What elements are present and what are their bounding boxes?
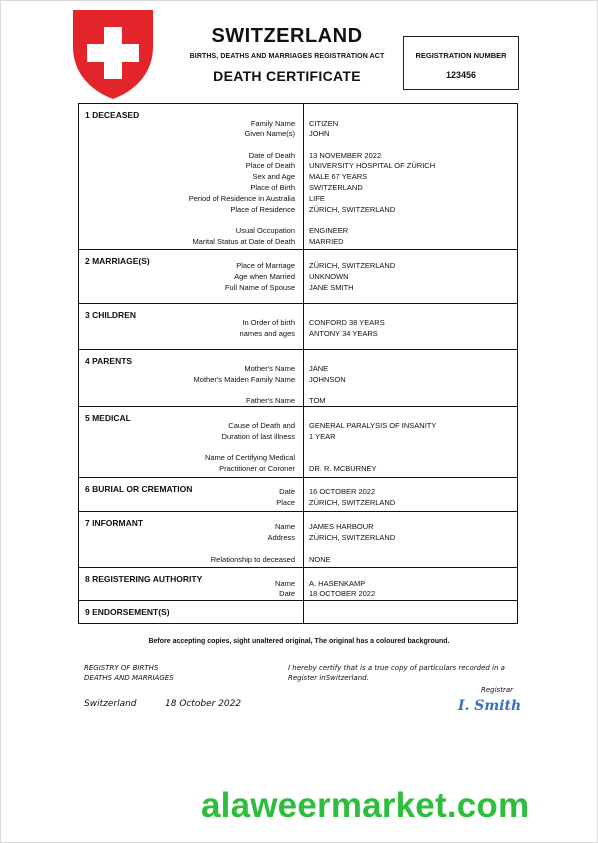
marriage-age-value: UNKNOWN	[309, 272, 349, 281]
marital-status-value: MARRIED	[309, 237, 344, 246]
relationship-value: NONE	[309, 555, 331, 564]
duration-label: Duration of last illness	[221, 432, 295, 441]
section-title: 1 DECEASED	[85, 110, 140, 120]
children-label-line2: names and ages	[239, 329, 295, 338]
notice-text: Before accepting copies, sight unaltered original, The original has a coloured background.	[148, 638, 450, 645]
issue-place: Switzerland	[84, 699, 137, 709]
place-of-death-value: UNIVERSITY HOSPITAL OF ZÜRICH	[309, 161, 436, 170]
section-burial	[79, 478, 517, 512]
section-parents	[79, 350, 517, 407]
father-name-value: TOM	[309, 396, 326, 405]
informant-name-label: Name	[274, 522, 295, 531]
sex-age-label: Sex and Age	[252, 172, 295, 181]
act-title: BIRTHS, DEATHS AND MARRIAGES REGISTRATION ACT	[189, 53, 385, 60]
family-name-value: CITIZEN	[309, 119, 339, 128]
cause-label: Cause of Death and	[228, 421, 295, 430]
children-label-line1: In Order of birth	[242, 318, 295, 327]
section-title: 7 INFORMANT	[85, 518, 144, 528]
section-children	[79, 304, 517, 350]
registration-box	[403, 36, 519, 90]
certification-line1: I hereby certify that is a true copy of particulars recorded in a	[288, 664, 505, 672]
burial-date-value: 16 OCTOBER 2022	[309, 487, 376, 496]
mother-name-label: Mother's Name	[244, 364, 295, 373]
spouse-value: JANE SMITH	[309, 283, 354, 292]
certification-text	[288, 663, 513, 683]
section-title: 4 PARENTS	[85, 356, 133, 366]
section-title: 8 REGISTERING AUTHORITY	[85, 574, 203, 584]
section-title: 3 CHILDREN	[85, 310, 137, 320]
family-name-label: Family Name	[250, 119, 295, 128]
mother-name-value: JANE	[309, 364, 329, 373]
document-title: DEATH CERTIFICATE	[213, 68, 361, 84]
section-authority	[79, 568, 517, 601]
certificate-table	[78, 103, 518, 624]
authority-name-label: Name	[274, 579, 295, 588]
issue-date: 18 October 2022	[165, 699, 242, 709]
column-divider	[303, 104, 304, 623]
certifier-value: DR. R. MCBURNEY	[309, 464, 377, 473]
father-name-label: Father's Name	[246, 396, 295, 405]
section-title: 2 MARRIAGE(S)	[85, 256, 150, 266]
given-names-value: JOHN	[309, 129, 330, 138]
marital-status-label: Marital Status at Date of Death	[192, 237, 295, 246]
marriage-place-value: ZÜRICH, SWITZERLAND	[309, 261, 396, 270]
place-of-residence-label: Place of Residence	[230, 205, 295, 214]
section-title: 9 ENDORSEMENT(S)	[85, 607, 170, 617]
spouse-label: Full Name of Spouse	[224, 283, 295, 292]
informant-address-label: Address	[267, 533, 295, 542]
occupation-value: ENGINEER	[309, 226, 349, 235]
place-of-birth-label: Place of Birth	[250, 183, 295, 192]
section-endorsement	[79, 601, 517, 623]
mother-maiden-value: JOHNSON	[309, 375, 346, 384]
informant-address-value: ZÜRICH, SWITZERLAND	[309, 533, 396, 542]
child-2-value: ANTONY 34 YEARS	[309, 329, 378, 338]
swiss-crest-logo	[69, 7, 157, 101]
registry-office-line1: REGISTRY OF BIRTHS	[84, 664, 159, 672]
watermark-text: alaweermarket.com	[201, 786, 530, 825]
registry-office	[84, 663, 174, 683]
registrar-label: Registrar	[481, 686, 513, 694]
mother-maiden-label: Mother's Maiden Family Name	[193, 375, 295, 384]
date-of-death-value: 13 NOVEMBER 2022	[309, 151, 382, 160]
authority-date-label: Date	[279, 589, 295, 598]
section-title: 5 MEDICAL	[85, 413, 131, 423]
certifier-label-line2: Practitioner or Coroner	[219, 464, 295, 473]
country-title: SWITZERLAND	[211, 25, 363, 47]
certification-line2: Register inSwitzerland.	[288, 674, 369, 682]
burial-place-value: ZÜRICH, SWITZERLAND	[309, 498, 396, 507]
section-title: 6 BURIAL OR CREMATION	[85, 484, 193, 494]
informant-name-value: JAMES HARBOUR	[309, 522, 374, 531]
child-1-value: CONFORD 38 YEARS	[309, 318, 385, 327]
burial-place-label: Place	[276, 498, 295, 507]
place-of-residence-value: ZÜRICH, SWITZERLAND	[309, 205, 396, 214]
residence-period-label: Period of Residence in Australia	[188, 194, 295, 203]
place-of-birth-value: SWITZERLAND	[309, 183, 363, 192]
relationship-label: Relationship to deceased	[210, 555, 295, 564]
marriage-age-label: Age when Married	[234, 272, 295, 281]
burial-date-label: Date	[279, 487, 295, 496]
authority-date-value: 18 OCTOBER 2022	[309, 589, 376, 598]
section-marriage	[79, 250, 517, 304]
registration-number: 123456	[445, 70, 477, 80]
section-deceased	[79, 104, 517, 250]
sex-age-value: MALE 67 YEARS	[309, 172, 368, 181]
section-medical	[79, 407, 517, 478]
registration-label: REGISTRATION NUMBER	[415, 51, 507, 60]
cause-value: GENERAL PARALYSIS OF INSANITY	[309, 421, 437, 430]
duration-value: 1 YEAR	[309, 432, 336, 441]
marriage-place-label: Place of Marriage	[236, 261, 295, 270]
place-of-death-label: Place of Death	[245, 161, 295, 170]
section-informant	[79, 512, 517, 568]
registrar-signature: I. Smith	[458, 698, 522, 714]
date-of-death-label: Date of Death	[248, 151, 295, 160]
registry-office-line2: DEATHS AND MARRIAGES	[84, 674, 174, 682]
given-names-label: Given Name(s)	[244, 129, 295, 138]
authority-name-value: A. HASENKAMP	[309, 579, 366, 588]
certifier-label-line1: Name of Certifying Medical	[204, 453, 295, 462]
residence-period-value: LIFE	[309, 194, 325, 203]
occupation-label: Usual Occupation	[235, 226, 295, 235]
